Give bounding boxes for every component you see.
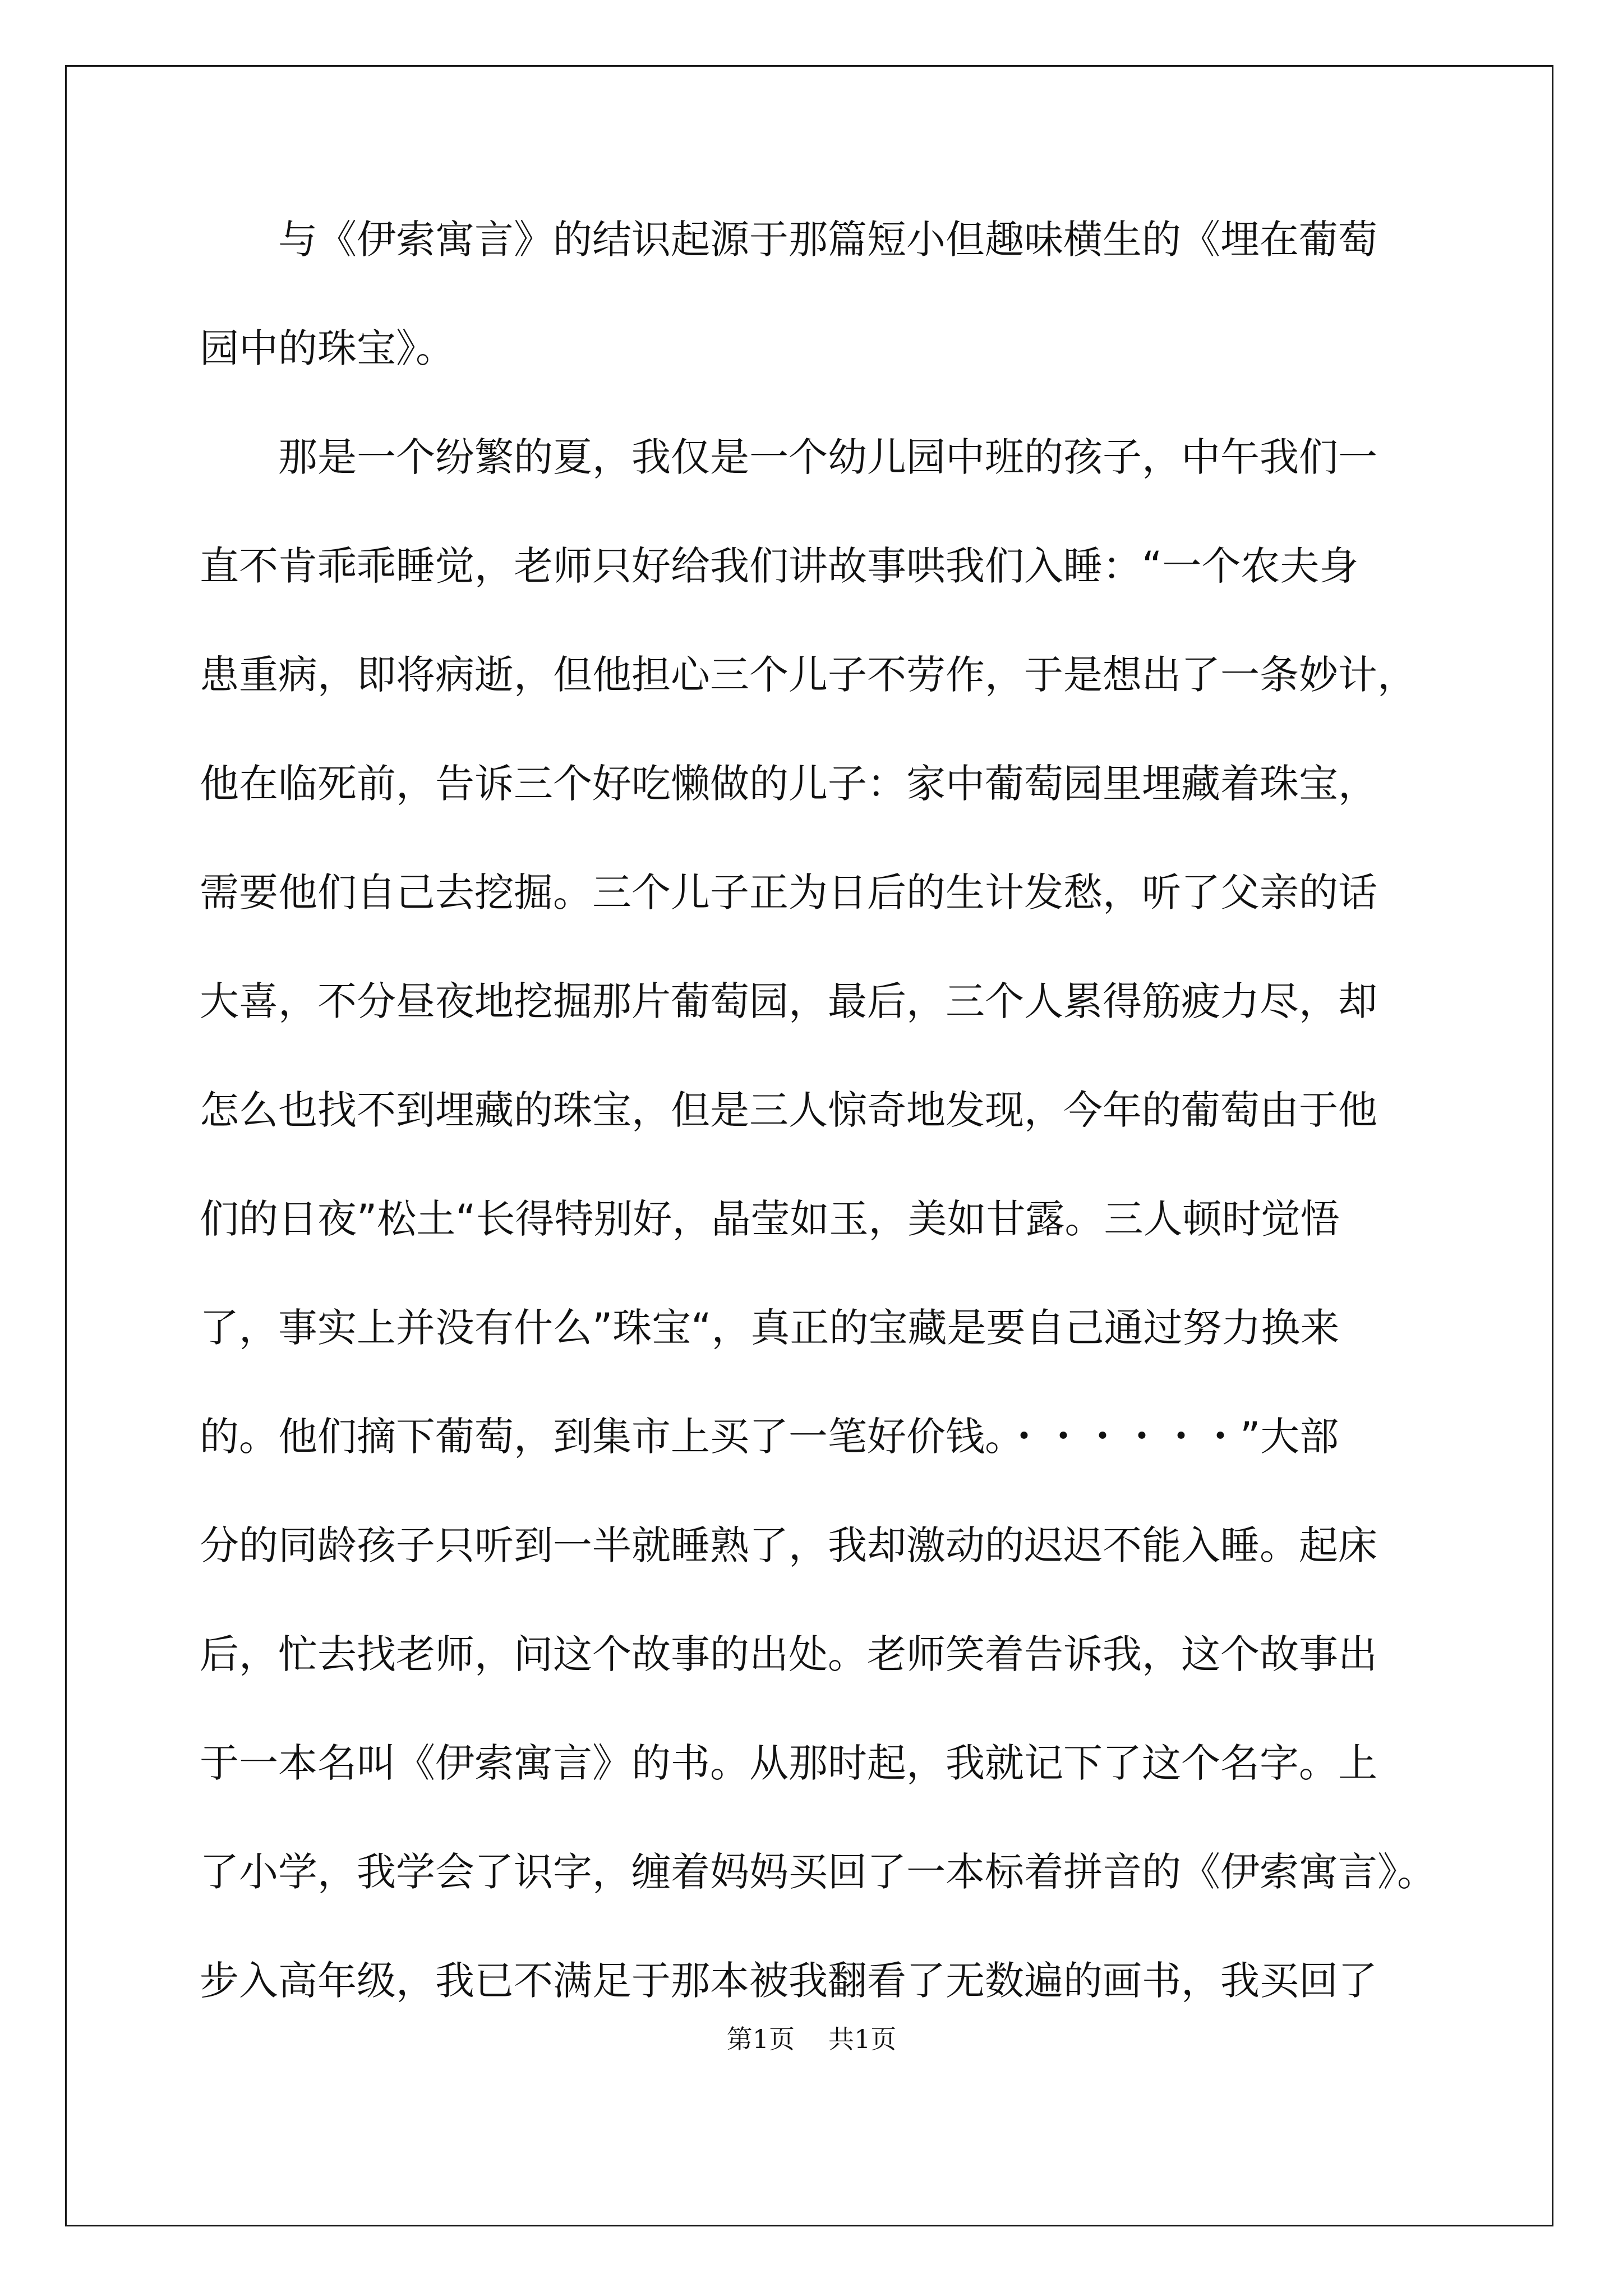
- paragraph-2-line-7: 怎么也找不到埋藏的珠宝，但是三人惊奇地发现，今年的葡萄由于他: [200, 1087, 1377, 1133]
- paragraph-2-line-11: 分的同龄孩子只听到一半就睡熟了，我却激动的迟迟不能入睡。起床: [200, 1522, 1377, 1568]
- paragraph-2-line-10: 的。他们摘下葡萄，到集市上买了一笔好价钱。・・・・・・”大部: [200, 1414, 1339, 1460]
- paragraph-2-line-6: 大喜，不分昼夜地挖掘那片葡萄园，最后，三个人累得筋疲力尽，却: [200, 978, 1377, 1024]
- page-number-total: 共1页: [828, 2024, 897, 2054]
- paragraph-2-line-12: 后，忙去找老师，问这个故事的出处。老师笑着告诉我，这个故事出: [200, 1631, 1377, 1677]
- paragraph-2-line-8: 们的日夜”松土“长得特别好，晶莹如玉，美如甘露。三人顿时觉悟: [200, 1196, 1340, 1242]
- paragraph-2-line-1: 那是一个纷繁的夏，我仅是一个幼儿园中班的孩子，中午我们一: [278, 434, 1377, 480]
- paragraph-2-line-2: 直不肯乖乖睡觉，老师只好给我们讲故事哄我们入睡：“一个农夫身: [200, 543, 1359, 589]
- paragraph-2-line-13: 于一本名叫《伊索寓言》的书。从那时起，我就记下了这个名字。上: [200, 1740, 1377, 1786]
- paragraph-2-line-5: 需要他们自己去挖掘。三个儿子正为日后的生计发愁，听了父亲的话: [200, 869, 1377, 915]
- paragraph-2-line-14: 了小学，我学会了识字，缠着妈妈买回了一本标着拼音的《伊索寓言》。: [200, 1849, 1436, 1895]
- page-footer: [0, 2026, 1623, 2052]
- document-body: [200, 217, 1495, 2070]
- paragraph-2-line-15: 步入高年级，我已不满足于那本被我翻看了无数遍的画书，我买回了: [200, 1958, 1377, 2004]
- paragraph-2-line-9: 了，事实上并没有什么”珠宝“，真正的宝藏是要自己通过努力换来: [200, 1305, 1340, 1351]
- paragraph-2-line-3: 患重病，即将病逝，但他担心三个儿子不劳作，于是想出了一条妙计，: [200, 652, 1417, 698]
- paragraph-1-line-1: 与《伊索寓言》的结识起源于那篇短小但趣味横生的《埋在葡萄: [278, 217, 1377, 263]
- page-number-current: 第1页: [726, 2024, 795, 2054]
- paragraph-1-line-2: 园中的珠宝》。: [200, 325, 455, 371]
- paragraph-2-line-4: 他在临死前，告诉三个好吃懒做的儿子：家中葡萄园里埋藏着珠宝，: [200, 761, 1377, 807]
